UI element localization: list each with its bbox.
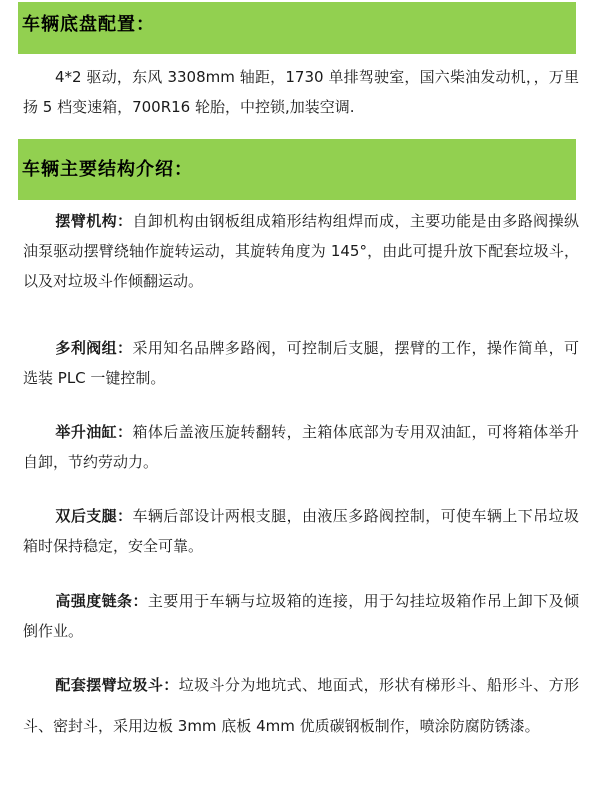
paragraph-chain: [23, 586, 579, 646]
section-heading-structure: 车辆主要结构介绍：: [18, 139, 576, 200]
item-text: 采用知名品牌多路阀，可控制后支腿，摆臂的工作，操作简单，可选装 PLC 一键控制。: [23, 339, 579, 387]
chassis-config-paragraph: [23, 62, 579, 122]
item-label: 高强度链条：: [55, 592, 148, 610]
item-label: 多利阀组：: [55, 339, 133, 357]
item-label: 摆臂机构：: [55, 212, 133, 230]
item-label: 举升油缸：: [55, 423, 133, 441]
item-text: 自卸机构由钢板组成箱形结构组焊而成，主要功能是由多路阀操纵油泵驱动摆臂绕轴作旋转运动，其旋转角度为 145°，由此可提升放下配套垃圾斗，以及对垃圾斗作倾翻运动。: [23, 212, 579, 290]
item-label: 双后支腿：: [55, 507, 133, 525]
paragraph-valve-group: [23, 333, 579, 393]
paragraph-rear-legs: [23, 501, 579, 561]
item-text: 车辆后部设计两根支腿，由液压多路阀控制，可使车辆上下吊垃圾箱时保持稳定，安全可靠。: [23, 507, 579, 555]
item-label: 配套摆臂垃圾斗：: [55, 676, 179, 694]
item-text: 箱体后盖液压旋转翻转，主箱体底部为专用双油缸，可将箱体举升自卸，节约劳动力。: [23, 423, 579, 471]
chassis-config-text: 4*2 驱动，东风 3308mm 轴距，1730 单排驾驶室，国六柴油发动机，，万里扬 5 档变速箱，700R16 轮胎，中控锁,加装空调.: [23, 68, 579, 116]
paragraph-swing-arm: [23, 206, 579, 296]
paragraph-lift-cylinder: [23, 417, 579, 477]
section-heading-chassis: 车辆底盘配置：: [18, 2, 576, 54]
item-text: 主要用于车辆与垃圾箱的连接，用于勾挂垃圾箱作吊上卸下及倾倒作业。: [23, 592, 579, 640]
paragraph-garbage-bucket: [23, 665, 579, 747]
item-text: 垃圾斗分为地坑式、地面式，形状有梯形斗、船形斗、方形斗、密封斗，采用边板 3mm 底板 4mm 优质碳钢板制作，喷涂防腐防锈漆。: [23, 676, 579, 735]
